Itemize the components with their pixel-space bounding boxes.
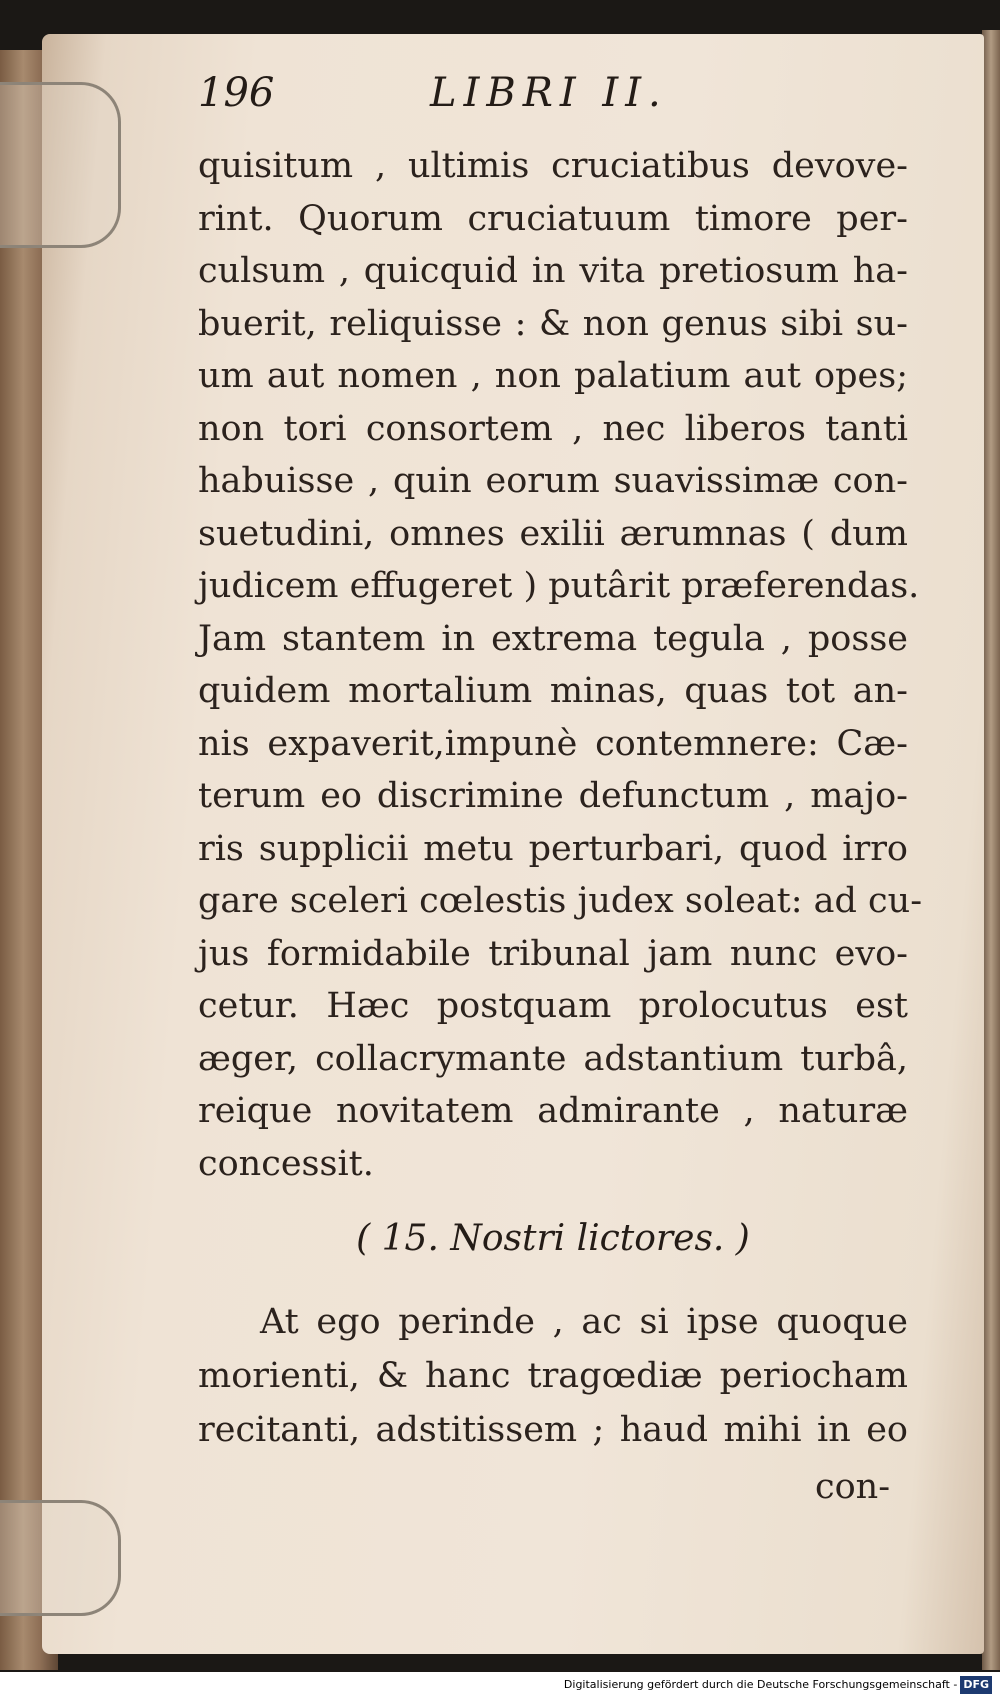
body-text bbox=[198, 140, 923, 1190]
text-line: suetudini, omnes exilii ærumnas ( dum bbox=[198, 513, 908, 554]
clip-top bbox=[0, 82, 121, 248]
section-heading: ( 15. Nostri lictores. ) bbox=[356, 1218, 750, 1259]
text-line: quidem mortalium minas, quas tot an- bbox=[198, 671, 908, 711]
page-header bbox=[198, 70, 790, 126]
digitization-footer bbox=[0, 1676, 1000, 1696]
clip-bottom bbox=[0, 1500, 121, 1616]
text-line: um aut nomen , non palatium aut opes; bbox=[198, 356, 908, 396]
text-line: jus formidabile tribunal jam nunc evo- bbox=[198, 933, 908, 974]
text-line: cetur. Hæc postquam prolocutus est bbox=[198, 986, 908, 1026]
page-number: 196 bbox=[198, 70, 275, 116]
text-line: judicem effugeret ) putârit præferendas. bbox=[198, 566, 920, 606]
text-line: At ego perinde , ac si ipse quoque bbox=[260, 1302, 908, 1342]
text-line: terum eo discrimine defunctum , majo- bbox=[198, 776, 908, 816]
text-line: buerit, reliquisse : & non genus sibi su- bbox=[198, 303, 908, 344]
text-line: morienti, & hanc tragœdiæ periocham bbox=[198, 1356, 908, 1396]
text-line: quisitum , ultimis cruciatibus devove- bbox=[198, 146, 908, 186]
text-line: non tori consortem , nec liberos tanti bbox=[198, 408, 908, 449]
text-line: Jam stantem in extrema tegula , posse bbox=[198, 618, 908, 659]
text-line: ris supplicii metu perturbari, quod irro bbox=[198, 828, 908, 869]
text-line: recitanti, adstitissem ; haud mihi in eo bbox=[198, 1410, 908, 1450]
text-line: æger, collacrymante adstantium turbâ, bbox=[198, 1038, 908, 1079]
catchword: con- bbox=[815, 1467, 891, 1507]
text-line: nis expaverit,impunè contemnere: Cæ- bbox=[198, 723, 908, 764]
text-line: rint. Quorum cruciatuum timore per- bbox=[198, 198, 908, 239]
text-line: culsum , quicquid in vita pretiosum ha- bbox=[198, 251, 908, 291]
text-line: gare sceleri cœlestis judex soleat: ad cu- bbox=[198, 881, 923, 921]
book-edge-right bbox=[982, 30, 1000, 1670]
footer-text: Digitalisierung gefördert durch die Deutsche Forschungsgemeinschaft - bbox=[563, 1678, 958, 1691]
paragraph-two bbox=[198, 1295, 908, 1457]
dfg-logo: DFG bbox=[960, 1676, 992, 1694]
text-line: habuisse , quin eorum suavissimæ con- bbox=[198, 461, 908, 501]
text-line: concessit. bbox=[198, 1143, 374, 1184]
text-line: reique novitatem admirante , naturæ bbox=[198, 1091, 908, 1131]
running-title: LIBRI II. bbox=[430, 70, 668, 116]
